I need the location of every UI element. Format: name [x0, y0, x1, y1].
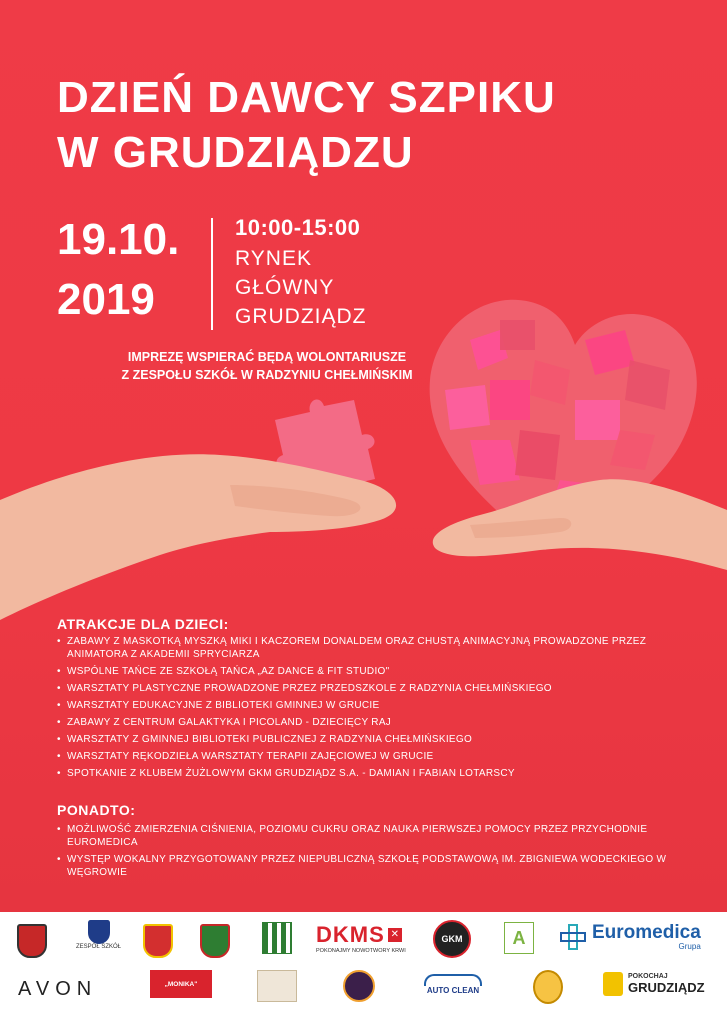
list-item: • ZABAWY Z MASKOTKĄ MYSZKĄ MIKI I KACZOREM DONALDEM ORAZ CHUSTĄ ANIMACYJNĄ PROWADZONE PRZEZ ANIMATORA Z AKADEMII SPRYCIARZA: [57, 635, 667, 661]
event-time: 10:00-15:00: [235, 215, 361, 240]
monika-logo: [150, 970, 212, 998]
pokochaj-text: POKOCHAJ: [628, 973, 668, 980]
dkms-subtitle: POKONAJMY NOWOTWORY KRWI: [316, 948, 406, 954]
az-logo: A: [504, 922, 534, 954]
crest-logo-1: [17, 924, 47, 958]
beige-logo: [257, 970, 297, 1002]
euromedica-text: Euromedica: [592, 922, 701, 943]
kids-attractions-list: [57, 635, 667, 784]
zespol-szkol-logo: [76, 920, 121, 951]
left-hand-icon: [0, 454, 396, 620]
dkms-text: DKMS: [316, 922, 385, 947]
grudziadz-text: GRUDZIĄDZ: [628, 980, 705, 995]
euromedica-subtitle: Grupa: [678, 942, 701, 951]
place-line-1: RYNEK: [235, 247, 312, 270]
volunteers-line-2: Z ZESPOŁU SZKÓŁ W RADZYNIU CHEŁMIŃSKIM: [121, 368, 413, 382]
grudziadz-crest-icon: [603, 972, 623, 996]
date-year: 2019: [57, 275, 155, 324]
list-item: • WYSTĘP WOKALNY PRZYGOTOWANY PRZEZ NIEPUBLICZNĄ SZKOŁĘ PODSTAWOWĄ IM. ZBIGNIEWA WODECKIEGO W WĘGROWIE: [57, 853, 667, 879]
list-item: • WARSZTATY EDUKACYJNE Z BIBLIOTEKI GMINNEJ W GRUCIE: [57, 699, 667, 712]
green-club-logo: [262, 922, 292, 954]
extra-section-title: PONADTO:: [57, 802, 136, 818]
title-line-2: W GRUDZIĄDZU: [57, 128, 414, 177]
list-item: • WARSZTATY RĘKODZIEŁA WARSZTATY TERAPII ZAJĘCIOWEJ W GRUCIE: [57, 750, 667, 763]
place-line-3: GRUDZIĄDZ: [235, 305, 367, 328]
kids-section-title: ATRAKCJE DLA DZIECI:: [57, 616, 229, 632]
pokochaj-grudziadz-logo: [603, 972, 705, 996]
zespol-szkol-text: ZESPÓŁ SZKÓŁ: [76, 944, 122, 950]
hands-heart-illustration: [0, 280, 727, 640]
auto-clean-logo: [424, 974, 482, 995]
date-day: 19.10.: [57, 215, 180, 264]
avon-logo: [18, 978, 97, 1001]
gkm-logo: [433, 920, 471, 958]
list-item: • WSPÓLNE TAŃCE ZE SZKOŁĄ TAŃCA „AZ DANCE & FIT STUDIO": [57, 665, 667, 678]
place-line-2: GŁÓWNY: [235, 276, 335, 299]
avon-text: AVON: [18, 978, 98, 1000]
euromedica-logo: [560, 922, 701, 951]
crest-logo-3: [200, 924, 230, 958]
title-line-1: DZIEŃ DAWCY SZPIKU: [57, 73, 556, 122]
extra-attractions-list: [57, 823, 667, 883]
list-item: • WARSZTATY PLASTYCZNE PROWADZONE PRZEZ PRZEDSZKOLE Z RADZYNIA CHEŁMIŃSKIEGO: [57, 682, 667, 695]
monika-text: „MONIKA": [150, 970, 212, 998]
volunteers-line-1: IMPREZĘ WSPIERAĆ BĘDĄ WOLONTARIUSZE: [127, 350, 407, 364]
euromedica-cross-icon: [560, 924, 586, 950]
event-title: [57, 70, 697, 180]
dark-circle-logo: [343, 970, 375, 1002]
mascot-logo: [533, 970, 563, 1004]
right-hand-icon: [433, 479, 727, 570]
dkms-cross-icon: ✕: [388, 928, 402, 942]
list-item: • ZABAWY Z CENTRUM GALAKTYKA I PICOLAND - DZIECIĘCY RAJ: [57, 716, 667, 729]
sponsor-logos-bar: [0, 912, 727, 1024]
auto-clean-text: AUTO CLEAN: [426, 986, 480, 995]
dkms-logo: [316, 922, 406, 954]
list-item: • WARSZTATY Z GMINNEJ BIBLIOTEKI PUBLICZNEJ Z RADZYNIA CHEŁMIŃSKIEGO: [57, 733, 667, 746]
gkm-text: GKM: [433, 920, 471, 958]
crest-logo-2: [143, 924, 173, 958]
list-item: • MOŻLIWOŚĆ ZMIERZENIA CIŚNIENIA, POZIOMU CUKRU ORAZ NAUKA PIERWSZEJ POMOCY PRZEZ PRZYCHODNIE EUROMEDICA: [57, 823, 667, 849]
list-item: • SPOTKANIE Z KLUBEM ŻUŻLOWYM GKM GRUDZIĄDZ S.A. - DAMIAN I FABIAN LOTARSCY: [57, 767, 667, 780]
